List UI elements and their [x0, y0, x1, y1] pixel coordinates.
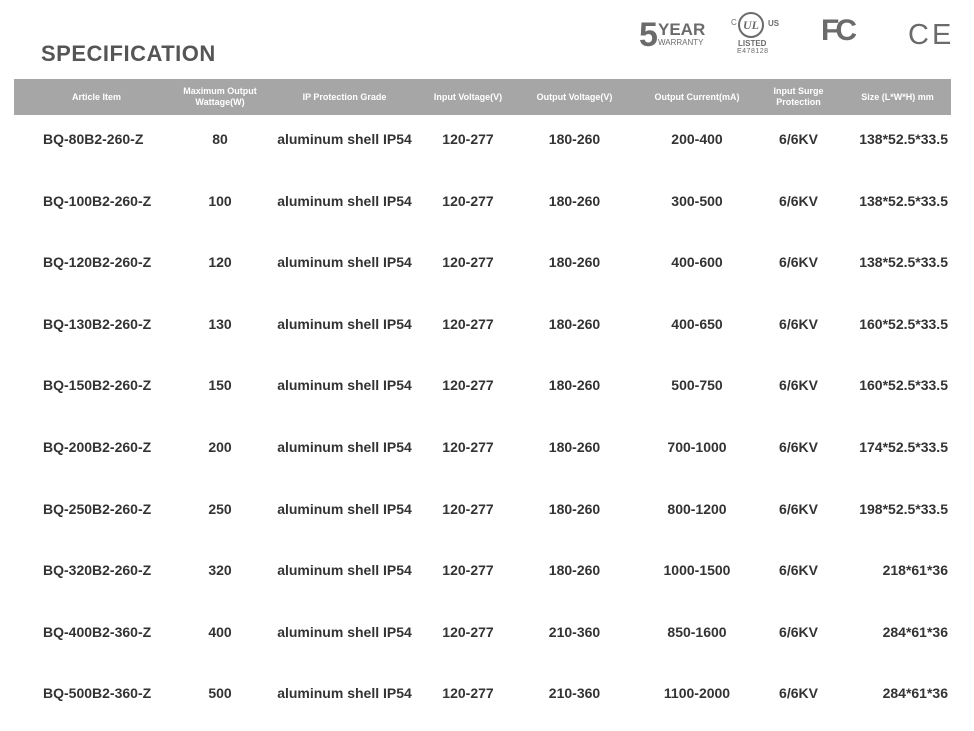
- cell-surge-protection: 6/6KV: [779, 131, 818, 147]
- cell-size: 138*52.5*33.5: [859, 254, 948, 271]
- header-input-voltage: Input Voltage(V): [428, 79, 508, 115]
- header-max-output-wattage: Maximum Output Wattage(W): [179, 79, 261, 115]
- table-row: [14, 238, 951, 300]
- cell-size: 174*52.5*33.5: [859, 438, 948, 455]
- cell-wattage: 100: [208, 192, 232, 209]
- table-row: [14, 669, 951, 731]
- cell-surge-protection: 6/6KV: [779, 623, 818, 640]
- header-output-current: Output Current(mA): [641, 79, 753, 115]
- cell-ip-grade: aluminum shell IP54: [277, 500, 412, 517]
- cell-surge-protection: 6/6KV: [779, 315, 818, 332]
- ul-mark-icon: UL: [738, 12, 764, 38]
- certification-logos: [0, 12, 974, 62]
- cell-surge-protection: 6/6KV: [779, 254, 818, 271]
- cell-surge-protection: 6/6KV: [779, 500, 818, 517]
- cell-size: 160*52.5*33.5: [859, 315, 948, 332]
- cell-output-current: 850-1600: [667, 623, 727, 640]
- cell-input-voltage: 120-277: [442, 438, 494, 455]
- cell-output-voltage: 180-260: [548, 315, 601, 332]
- table-row: [14, 115, 951, 177]
- cell-wattage: 200: [208, 438, 232, 455]
- cell-surge-protection: 6/6KV: [779, 685, 818, 702]
- table-row: [14, 608, 951, 670]
- table-row: [14, 300, 951, 362]
- page-title: SPECIFICATION: [41, 41, 216, 66]
- warranty-label: WARRANTY: [658, 38, 704, 47]
- cell-article-item: BQ-500B2-360-Z: [43, 685, 152, 702]
- cell-size: 218*61*36: [882, 562, 948, 579]
- warranty-year: YEAR: [658, 20, 706, 39]
- cell-ip-grade: aluminum shell IP54: [277, 315, 412, 332]
- ul-listed-logo: [730, 12, 790, 58]
- warranty-number: 5: [639, 16, 658, 54]
- cell-input-voltage: 120-277: [442, 131, 494, 147]
- table-row: [14, 485, 951, 547]
- cell-wattage: 400: [208, 623, 232, 640]
- ce-logo: CE: [908, 19, 955, 51]
- header-ip-protection-grade: IP Protection Grade: [261, 79, 428, 115]
- cell-output-voltage: 180-260: [548, 438, 601, 455]
- cell-output-voltage: 180-260: [548, 131, 601, 147]
- cell-size: 198*52.5*33.5: [859, 500, 948, 517]
- cell-wattage: 250: [208, 500, 232, 517]
- cell-ip-grade: aluminum shell IP54: [277, 562, 412, 579]
- cell-ip-grade: aluminum shell IP54: [277, 192, 412, 209]
- cell-ip-grade: aluminum shell IP54: [277, 131, 412, 147]
- table-row: [14, 361, 951, 423]
- cell-output-voltage: 210-360: [548, 685, 601, 702]
- cell-size: 138*52.5*33.5: [859, 192, 948, 209]
- cell-article-item: BQ-320B2-260-Z: [43, 562, 152, 579]
- ul-us-mark: US: [768, 19, 780, 28]
- cell-output-voltage: 180-260: [548, 500, 601, 517]
- cell-ip-grade: aluminum shell IP54: [277, 254, 412, 271]
- cell-article-item: BQ-100B2-260-Z: [43, 192, 152, 209]
- cell-article-item: BQ-130B2-260-Z: [43, 315, 152, 332]
- header-size: Size (L*W*H) mm: [844, 79, 951, 115]
- cell-input-voltage: 120-277: [442, 685, 494, 702]
- cell-ip-grade: aluminum shell IP54: [277, 377, 412, 394]
- header-article-item: Article Item: [14, 79, 179, 115]
- cell-input-voltage: 120-277: [442, 500, 494, 517]
- cell-surge-protection: 6/6KV: [779, 562, 818, 579]
- cell-ip-grade: aluminum shell IP54: [277, 438, 412, 455]
- cell-size: 284*61*36: [882, 685, 948, 702]
- cell-size: 160*52.5*33.5: [859, 377, 948, 394]
- cell-output-voltage: 210-360: [548, 623, 601, 640]
- specification-table: [14, 79, 951, 731]
- cell-output-current: 400-650: [671, 315, 723, 332]
- cell-input-voltage: 120-277: [442, 562, 494, 579]
- cell-surge-protection: 6/6KV: [779, 377, 818, 394]
- cell-output-current: 400-600: [671, 254, 723, 271]
- cell-wattage: 150: [208, 377, 232, 394]
- cell-input-voltage: 120-277: [442, 315, 494, 332]
- cell-wattage: 130: [208, 315, 232, 332]
- cell-output-current: 300-500: [671, 192, 723, 209]
- warranty-logo: [639, 16, 709, 54]
- cell-article-item: BQ-80B2-260-Z: [43, 131, 144, 147]
- cell-size: 284*61*36: [882, 623, 948, 640]
- header-input-surge-protection: Input Surge Protection: [753, 79, 844, 115]
- cell-size: 138*52.5*33.5: [859, 131, 948, 147]
- table-row: [14, 423, 951, 485]
- cell-input-voltage: 120-277: [442, 192, 494, 209]
- cell-article-item: BQ-120B2-260-Z: [43, 254, 152, 271]
- cell-output-current: 700-1000: [667, 438, 727, 455]
- ul-file-code: E478128: [737, 48, 769, 55]
- cell-article-item: BQ-250B2-260-Z: [43, 500, 152, 517]
- cell-wattage: 80: [212, 131, 228, 147]
- cell-output-current: 200-400: [671, 131, 723, 147]
- cell-article-item: BQ-200B2-260-Z: [43, 438, 152, 455]
- cell-output-voltage: 180-260: [548, 192, 601, 209]
- cell-output-voltage: 180-260: [548, 562, 601, 579]
- cell-surge-protection: 6/6KV: [779, 192, 818, 209]
- ul-listed-text: LISTED: [738, 39, 767, 48]
- cell-output-current: 500-750: [671, 377, 723, 394]
- cell-output-voltage: 180-260: [548, 254, 601, 271]
- cell-wattage: 320: [208, 562, 232, 579]
- ul-c-mark: C: [731, 18, 737, 27]
- cell-article-item: BQ-150B2-260-Z: [43, 377, 152, 394]
- cell-output-current: 800-1200: [667, 500, 727, 517]
- table-row: [14, 177, 951, 239]
- cell-input-voltage: 120-277: [442, 254, 494, 271]
- cell-output-current: 1000-1500: [663, 562, 731, 579]
- cell-wattage: 120: [208, 254, 232, 271]
- cell-input-voltage: 120-277: [442, 623, 494, 640]
- cell-input-voltage: 120-277: [442, 377, 494, 394]
- cell-article-item: BQ-400B2-360-Z: [43, 623, 152, 640]
- cell-output-current: 1100-2000: [663, 685, 731, 702]
- cell-wattage: 500: [208, 685, 232, 702]
- cell-surge-protection: 6/6KV: [779, 438, 818, 455]
- header-output-voltage: Output Voltage(V): [508, 79, 641, 115]
- fcc-logo: FC: [821, 14, 853, 47]
- table-row: [14, 546, 951, 608]
- cell-ip-grade: aluminum shell IP54: [277, 685, 412, 702]
- table-header-row: [14, 79, 951, 115]
- cell-output-voltage: 180-260: [548, 377, 601, 394]
- cell-ip-grade: aluminum shell IP54: [277, 623, 412, 640]
